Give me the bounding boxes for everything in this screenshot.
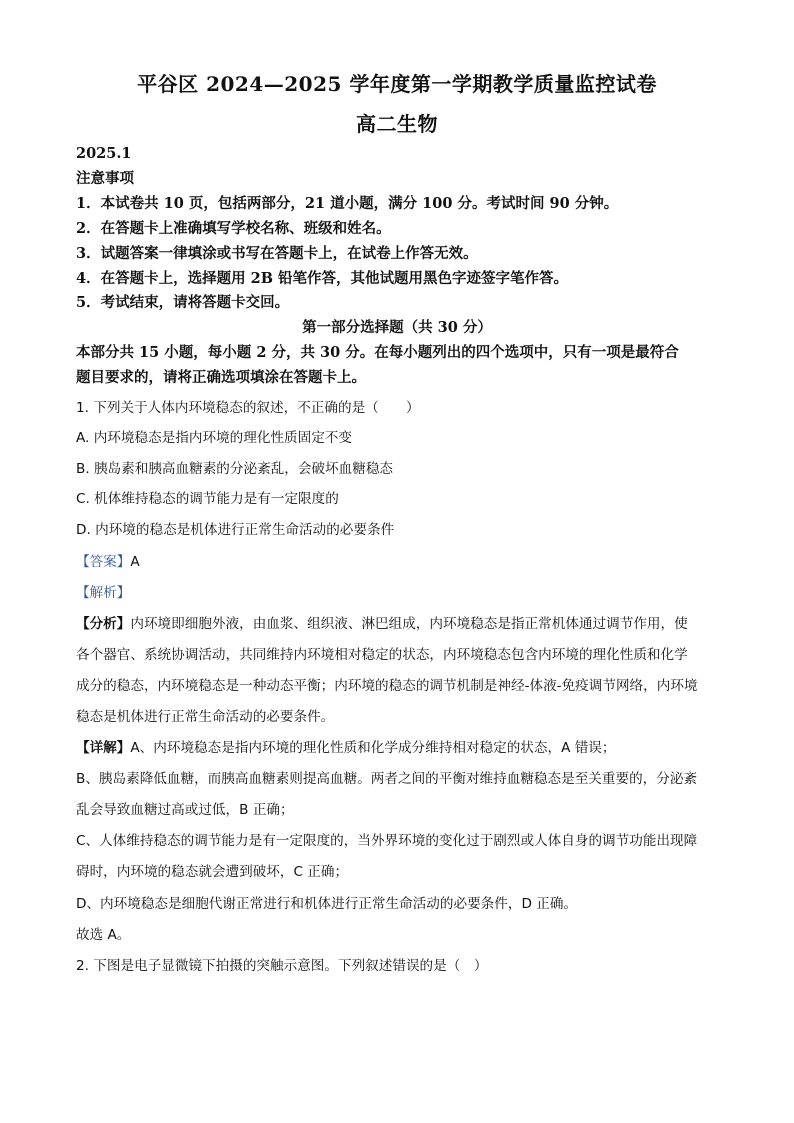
q1-option-b: B. 胰岛素和胰高血糖素的分泌紊乱，会破坏血糖稳态 bbox=[76, 461, 394, 477]
notice-item: 4．在答题卡上，选择题用 2B 铅笔作答，其他试题用黑色字迹签字笔作答。 bbox=[76, 270, 569, 287]
fenxi-line: 稳态是机体进行正常生命活动的必要条件。 bbox=[76, 709, 335, 725]
fenxi-text: 内环境即细胞外液，由血浆、组织液、淋巴组成，内环境稳态是指正常机体通过调节作用，使 bbox=[130, 616, 688, 632]
xiangjie-label: 【详解】 bbox=[76, 740, 131, 756]
q1-answer bbox=[76, 550, 726, 570]
notice-heading: 注意事项 bbox=[76, 170, 134, 187]
exam-title: 平谷区 2024—2025 学年度第一学期教学质量监控试卷 bbox=[137, 72, 657, 96]
analysis-label: 【解析】 bbox=[76, 585, 131, 601]
q1-option-c: C. 机体维持稳态的调节能力是有一定限度的 bbox=[76, 491, 339, 507]
fenxi-line: 各个器官、系统协调活动，共同维持内环境相对稳定的状态，内环境稳态包含内环境的理化性质和化学 bbox=[76, 647, 688, 663]
q2-stem: 2. 下图是电子显微镜下拍摄的突触示意图。下列叙述错误的是（ ） bbox=[76, 958, 488, 974]
xiangjie-line: B、胰岛素降低血糖，而胰高血糖素则提高血糖。两者之间的平衡对维持血糖稳态是至关重要的，分泌紊 bbox=[76, 771, 698, 787]
xiangjie-line bbox=[76, 736, 726, 756]
xiangjie-line: 碍时，内环境的稳态就会遭到破坏，C 正确； bbox=[76, 864, 349, 880]
exam-date: 2025.1 bbox=[76, 145, 132, 162]
xiangjie-text: A、内环境稳态是指内环境的理化性质和化学成分维持相对稳定的状态，A 错误； bbox=[130, 740, 616, 756]
q1-stem: 1. 下列关于人体内环境稳态的叙述，不正确的是（ ） bbox=[76, 400, 420, 416]
fenxi-line bbox=[76, 612, 726, 632]
fenxi-label: 【分析】 bbox=[76, 616, 131, 632]
answer-value: A bbox=[130, 554, 140, 570]
xiangjie-line: D、内环境稳态是细胞代谢正常进行和机体进行正常生命活动的必要条件，D 正确。 bbox=[76, 896, 578, 912]
fenxi-line: 成分的稳态，内环境稳态是一种动态平衡；内环境的稳态的调节机制是神经-体液-免疫调节网络，内环境 bbox=[76, 678, 698, 694]
q1-option-d: D. 内环境的稳态是机体进行正常生命活动的必要条件 bbox=[76, 522, 395, 538]
notice-item: 5．考试结束，请将答题卡交回。 bbox=[76, 294, 290, 311]
notice-item: 2．在答题卡上准确填写学校名称、班级和姓名。 bbox=[76, 220, 391, 237]
part1-heading: 第一部分选择题（共 30 分） bbox=[302, 319, 492, 336]
q1-option-a: A. 内环境稳态是指内环境的理化性质固定不变 bbox=[76, 430, 352, 446]
subject-title: 高二生物 bbox=[356, 112, 438, 136]
conclusion-line: 故选 A。 bbox=[76, 927, 131, 943]
part1-intro: 题目要求的，请将正确选项填涂在答题卡上。 bbox=[76, 369, 366, 386]
xiangjie-line: 乱会导致血糖过高或过低，B 正确； bbox=[76, 802, 294, 818]
answer-label: 【答案】 bbox=[76, 554, 131, 570]
xiangjie-line: C、人体维持稳态的调节能力是有一定限度的，当外界环境的变化过于剧烈或人体自身的调节功能出现障 bbox=[76, 833, 698, 849]
notice-item: 1．本试卷共 10 页，包括两部分，21 道小题，满分 100 分。考试时间 90 分钟。 bbox=[76, 195, 619, 212]
part1-intro: 本部分共 15 小题，每小题 2 分，共 30 分。在每小题列出的四个选项中，只有一项是最符合 bbox=[76, 344, 679, 361]
notice-item: 3．试题答案一律填涂或书写在答题卡上，在试卷上作答无效。 bbox=[76, 245, 478, 262]
